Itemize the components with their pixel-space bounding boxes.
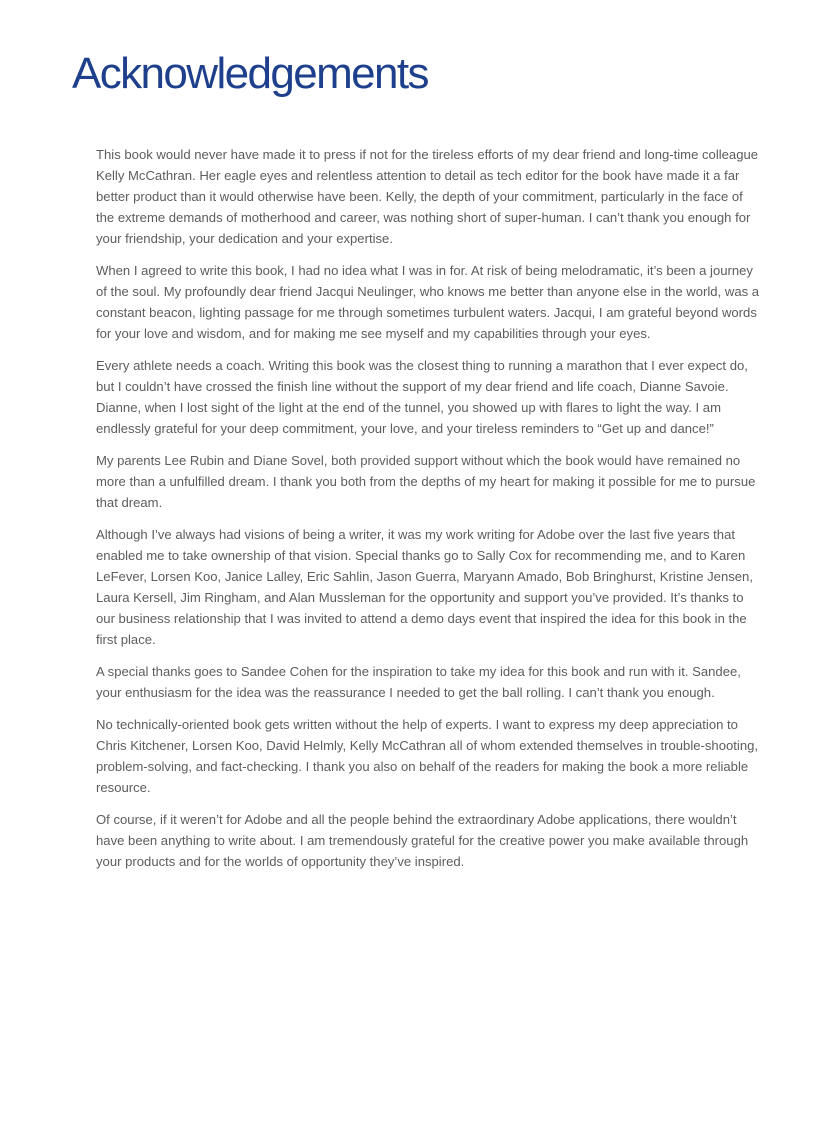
paragraph: Although I’ve always had visions of being a writer, it was my work writing for Adobe over the last five years that enabled me to take ownership of that vision. Special thanks go to Sally Cox for recommending me, and to Karen LeFever, Lorsen Koo, Janice Lalley, Eric Sahlin, Jason Guerra, Maryann Amado, Bob Bringhurst, Kristine Jensen, Laura Kersell, Jim Ringham, and Alan Mussleman for the opportunity and support you’ve provided. It’s thanks to our business relationship that I was invited to attend a demo days event that inspired the idea for this book in the first place.	[96, 527, 753, 647]
paragraph: My parents Lee Rubin and Diane Sovel, both provided support without which the book would have remained no more than a unfulfilled dream. I thank you both from the depths of my heart for making it possible for me to pursue that dream.	[96, 453, 756, 510]
paragraph: A special thanks goes to Sandee Cohen for the inspiration to take my idea for this book and run with it. Sandee, your enthusiasm for the idea was the reassurance I needed to get the ball rolling. I can’t thank you enough.	[96, 664, 741, 700]
page-title: Acknowledgements	[72, 49, 428, 98]
paragraph: This book would never have made it to press if not for the tireless efforts of my dear friend and long-time colleague Kelly McCathran. Her eagle eyes and relentless attention to detail as tech editor for the book have made it a far better product than it would otherwise have been. Kelly, the depth of your commitment, particularly in the face of the extreme demands of motherhood and career, was nothing short of super-human. I can’t thank you enough for your friendship, your dedication and your expertise.	[96, 147, 759, 246]
paragraph: When I agreed to write this book, I had no idea what I was in for. At risk of being melodramatic, it’s been a journey of the soul. My profoundly dear friend Jacqui Neulinger, who knows me better than anyone else in the world, was a constant beacon, lighting passage for me through sometimes turbulent waters. Jacqui, I am grateful beyond words for your love and wisdom, and for making me see myself and my capabilities through your eyes.	[96, 263, 760, 341]
paragraph: No technically-oriented book gets written without the help of experts. I want to express my deep appreciation to Chris Kitchener, Lorsen Koo, David Helmly, Kelly McCathran all of whom extended themselves in trouble-shooting, problem-solving, and fact-checking. I thank you also on behalf of the readers for making the book a more reliable resource.	[96, 717, 759, 795]
acknowledgements-body	[96, 144, 764, 883]
paragraph: Of course, if it weren’t for Adobe and all the people behind the extraordinary Adobe applications, there wouldn’t have been anything to write about. I am tremendously grateful for the creative power you make available through your products and for the worlds of opportunity they’ve inspired.	[96, 812, 749, 869]
paragraph: Every athlete needs a coach. Writing this book was the closest thing to running a marathon that I ever expect do, but I couldn’t have crossed the finish line without the support of my dear friend and life coach, Dianne Savoie. Dianne, when I lost sight of the light at the end of the tunnel, you showed up with flares to light the way. I am endlessly grateful for your deep commitment, your love, and your tireless reminders to “Get up and dance!”	[96, 358, 748, 436]
